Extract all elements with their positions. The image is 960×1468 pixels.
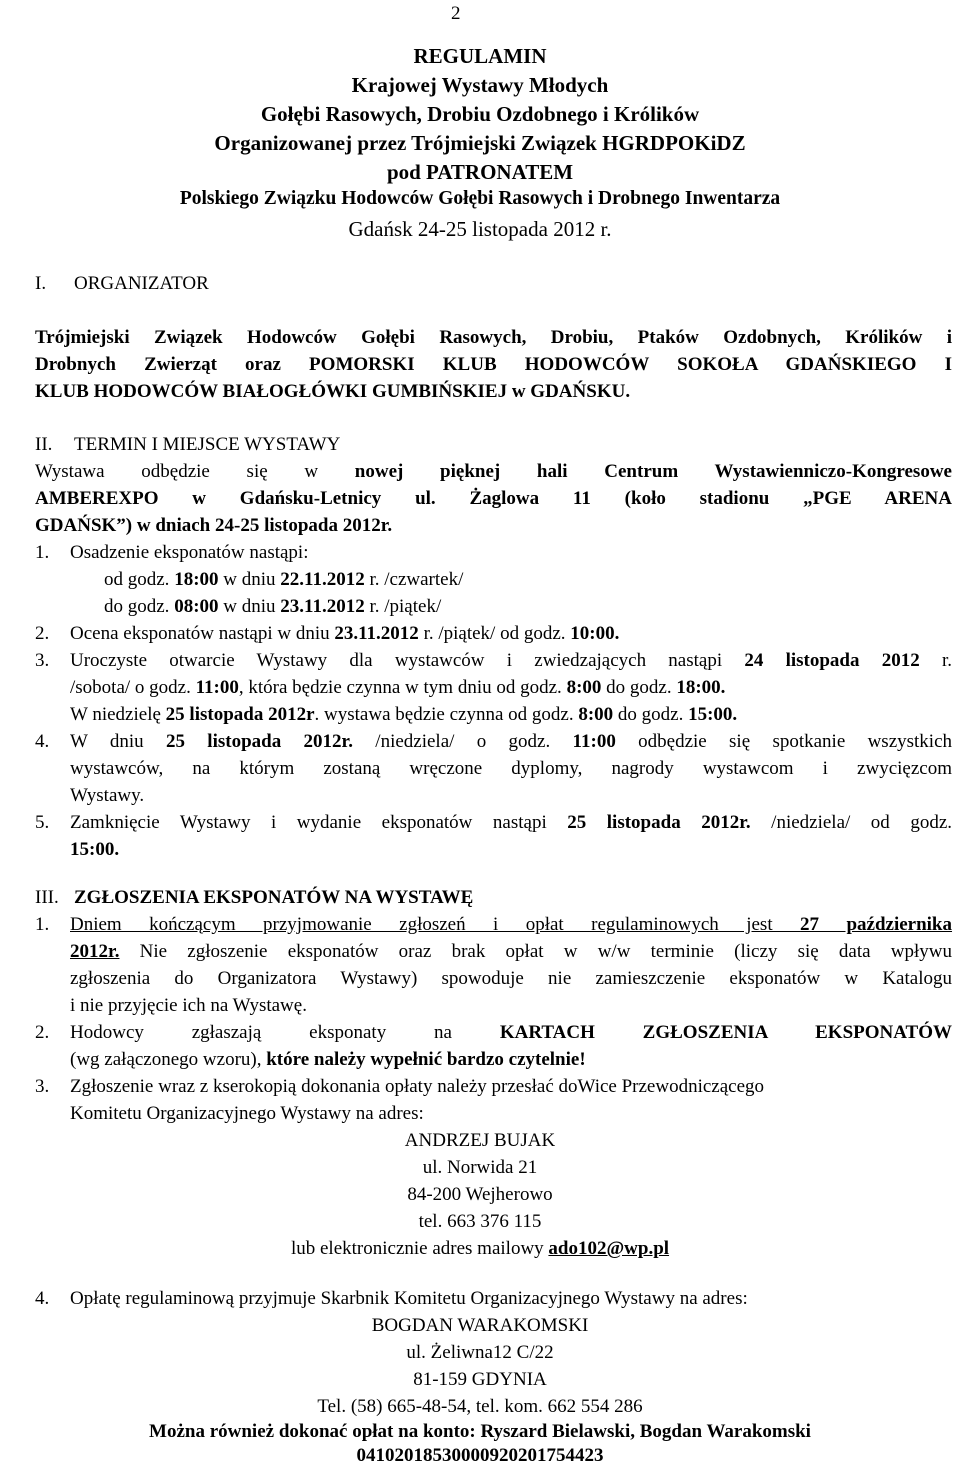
title-line-2: Krajowej Wystawy Młodych	[351, 73, 609, 97]
email-link[interactable]: ado102@wp.pl	[548, 1238, 670, 1259]
text-run: 15:00.	[688, 704, 738, 725]
text-run: Nie zgłoszenie eksponatów oraz brak opłat w w/w terminie (liczy się data wpływu	[119, 941, 952, 962]
section-1-line-1: Trójmiejski Związek Hodowców Gołębi Rasowych, Drobiu, Ptaków Ozdobnych, Królików i	[35, 327, 952, 348]
item-4-line-2: wystawców, na którym zostaną wręczone dyplomy, nagrody wystawcom i zwycięzcom	[70, 758, 952, 779]
title-line-3: Gołębi Rasowych, Drobiu Ozdobnego i Królików	[260, 102, 700, 126]
text-run: 23.11.2012	[280, 596, 365, 617]
text-run: do godz.	[104, 596, 175, 617]
section-2-title: TERMIN I MIEJSCE WYSTAWY	[74, 434, 341, 455]
text-run: 25 listopada 2012r.	[166, 731, 353, 752]
text-run: 2012r.	[70, 941, 120, 962]
section-1-title: ORGANIZATOR	[74, 273, 209, 294]
address-phone: tel. 663 376 115	[418, 1211, 542, 1232]
forms-line-1	[70, 1021, 952, 1045]
bank-account-number: 04102018530000920201754423	[356, 1445, 604, 1466]
list-number: 4.	[35, 731, 50, 752]
submission-line-1: Zgłoszenie wraz z kserokopią dokonania opłaty należy przesłać doWice Przewodniczącego	[70, 1076, 765, 1097]
text-run: w dniu	[218, 569, 281, 590]
section-2-number: II.	[35, 434, 53, 455]
item-3-line-1	[70, 649, 952, 673]
text-run: (wg załączonego wzoru),	[70, 1049, 267, 1070]
treasurer-street: ul. Żeliwna12 C/22	[406, 1342, 554, 1363]
text-run: 22.11.2012	[280, 569, 365, 590]
text-run: W dniu	[70, 731, 166, 752]
text-run: 18:00.	[676, 677, 726, 698]
text-run: 24 listopada 2012	[744, 650, 920, 671]
text-run: które należy wypełnić bardzo czytelnie!	[266, 1049, 586, 1070]
title-line-4: Organizowanej przez Trójmiejski Związek HGRDPOKiDZ	[214, 131, 746, 155]
text-run: 25 listopada 2012r.	[567, 812, 751, 833]
text-run: lub elektronicznie adres mailowy	[290, 1238, 549, 1259]
section-1-number: I.	[35, 273, 47, 294]
text-run: Polskiego Związku Hodowców Gołębi Rasowych i Drobnego Inwentarza	[179, 188, 781, 209]
text-run: 18:00	[174, 569, 219, 590]
text-run: Hodowcy zgłaszają eksponaty na	[70, 1022, 500, 1043]
list-number: 1.	[35, 542, 50, 563]
text-run: . wystawa będzie czynna od godz.	[314, 704, 579, 725]
text-run: 08:00	[174, 596, 219, 617]
bank-account-line: Można również dokonać opłat na konto: Ryszard Bielawski, Bogdan Warakomski	[149, 1421, 811, 1442]
section-3-title: ZGŁOSZENIA EKSPONATÓW NA WYSTAWĘ	[74, 887, 474, 908]
section-2-line-1	[35, 460, 952, 484]
text-run: r.	[919, 650, 952, 671]
text-run: /niedziela/ o godz.	[352, 731, 573, 752]
title-line-6	[0, 187, 960, 211]
section-1-line-3: KLUB HODOWCÓW BIAŁOGŁÓWKI GUMBIŃSKIEJ w GDAŃSKU.	[35, 381, 631, 402]
text-run: w dniu	[218, 596, 281, 617]
deadline-line-3: zgłoszenia do Organizatora Wystawy) spowoduje nie zamieszczenie eksponatów w Katalogu	[70, 968, 952, 989]
item-1-to	[104, 595, 441, 619]
address-email-line	[0, 1237, 960, 1261]
list-number: 3.	[35, 650, 50, 671]
section-2-line-3: GDAŃSK”) w dniach 24-25 listopada 2012r.	[35, 515, 393, 536]
text-run: 27 października	[800, 914, 953, 935]
payment-line: Opłatę regulaminową przyjmuje Skarbnik Komitetu Organizacyjnego Wystawy na adres:	[70, 1288, 748, 1309]
address-city: 84-200 Wejherowo	[407, 1184, 553, 1205]
section-2-line-2: AMBEREXPO w Gdańsku-Letnicy ul. Żaglowa 11 (koło stadionu „PGE ARENA	[35, 488, 952, 509]
item-2-text	[70, 622, 619, 646]
item-4-line-1	[70, 730, 952, 754]
item-1-text: Osadzenie eksponatów nastąpi:	[70, 542, 309, 563]
text-run: /sobota/ o godz.	[70, 677, 196, 698]
title-line-5: pod PATRONATEM	[386, 160, 574, 184]
section-3-number: III.	[35, 887, 59, 908]
list-number: 4.	[35, 1288, 50, 1309]
text-run: do godz.	[601, 677, 677, 698]
section-1-line-2: Drobnych Zwierząt oraz POMORSKI KLUB HODOWCÓW SOKOŁA GDAŃSKIEGO I	[35, 354, 952, 375]
list-number: 1.	[35, 914, 50, 935]
text-run: 11:00	[572, 731, 616, 752]
text-run: Dniem kończącym przyjmowanie zgłoszeń i opłat regulaminowych jest	[70, 914, 801, 935]
title-line-7: Gdańsk 24-25 listopada 2012 r.	[348, 217, 612, 241]
text-run: /niedziela/ od godz.	[750, 812, 953, 833]
treasurer-phone: Tel. (58) 665-48-54, tel. kom. 662 554 286	[317, 1396, 643, 1417]
address-street: ul. Norwida 21	[422, 1157, 538, 1178]
deadline-line-2	[70, 940, 952, 964]
text-run: 10:00.	[570, 623, 620, 644]
item-3-line-3	[70, 703, 737, 727]
text-run: , która będzie czynna w tym dniu od godz.	[238, 677, 567, 698]
submission-line-2: Komitetu Organizacyjnego Wystawy na adres:	[70, 1103, 424, 1124]
text-run: 25 listopada 2012r	[165, 704, 315, 725]
text-run: 23.11.2012	[334, 623, 419, 644]
text-run: Ocena eksponatów nastąpi w dniu	[70, 623, 335, 644]
list-number: 2.	[35, 1022, 50, 1043]
text-run: 8:00	[566, 677, 602, 698]
address-name: ANDRZEJ BUJAK	[404, 1130, 556, 1151]
item-4-line-3: Wystawy.	[70, 785, 145, 806]
item-5-line-2: 15:00.	[70, 839, 120, 860]
text-run: W niedzielę	[70, 704, 166, 725]
text-run: nowej pięknej hali Centrum Wystawienniczo-Kongresowe	[354, 461, 952, 482]
deadline-line-4: i nie przyjęcie ich na Wystawę.	[70, 995, 307, 1016]
text-run: Wystawa odbędzie się w	[35, 461, 355, 482]
text-run: do godz.	[613, 704, 689, 725]
title-regulamin: REGULAMIN	[413, 44, 547, 68]
item-5-line-1	[70, 811, 952, 835]
forms-line-2	[70, 1048, 586, 1072]
deadline-line-1	[70, 913, 952, 937]
treasurer-city: 81-159 GDYNIA	[413, 1369, 547, 1390]
text-run: r. /piątek/	[364, 596, 442, 617]
text-run: KARTACH ZGŁOSZENIA EKSPONATÓW	[499, 1022, 953, 1043]
treasurer-name: BOGDAN WARAKOMSKI	[371, 1315, 589, 1336]
text-run: 8:00	[578, 704, 614, 725]
text-run: Zamknięcie Wystawy i wydanie eksponatów nastąpi	[70, 812, 568, 833]
item-3-line-2	[70, 676, 725, 700]
list-number: 2.	[35, 623, 50, 644]
list-number: 5.	[35, 812, 50, 833]
text-run: 11:00	[195, 677, 239, 698]
text-run: odbędzie się spotkanie wszystkich	[615, 731, 953, 752]
text-run: od godz.	[104, 569, 175, 590]
list-number: 3.	[35, 1076, 50, 1097]
page-number: 2	[451, 3, 461, 24]
text-run: r. /piątek/ od godz.	[418, 623, 571, 644]
text-run: Uroczyste otwarcie Wystawy dla wystawców i zwiedzających nastąpi	[70, 650, 745, 671]
text-run: r. /czwartek/	[364, 569, 464, 590]
item-1-from	[104, 568, 463, 592]
